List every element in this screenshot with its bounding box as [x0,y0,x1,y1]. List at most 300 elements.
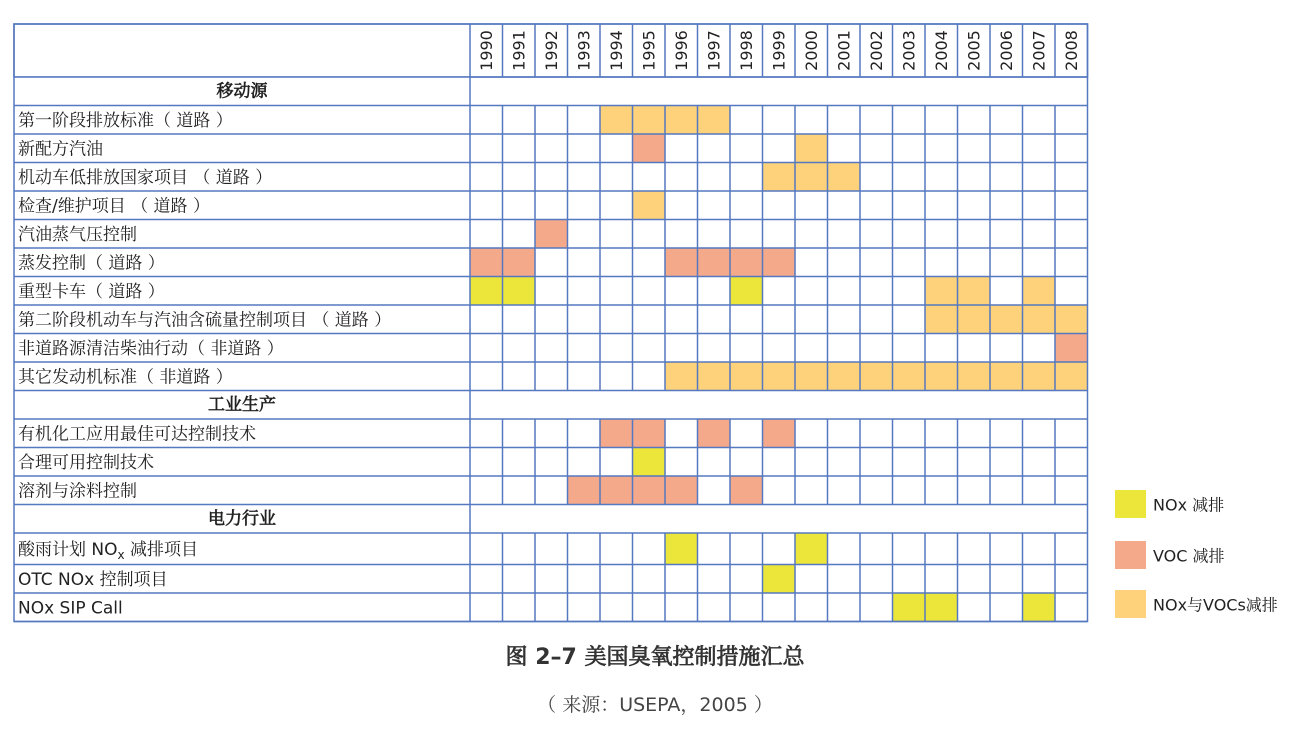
chart-cell-both [665,106,698,135]
chart-cell-empty [828,248,861,277]
chart-cell-empty [893,163,926,192]
year-label: 1997 [704,30,724,71]
chart-cell-empty [535,593,568,622]
chart-cell-both [1055,305,1088,334]
chart-cell-empty [600,191,633,220]
chart-cell-empty [503,565,536,594]
chart-cell-empty [925,163,958,192]
chart-cell-empty [828,565,861,594]
chart-cell-empty [730,448,763,477]
chart-cell-empty [990,106,1023,135]
chart-cell-both [860,362,893,391]
chart-cell-empty [730,419,763,448]
chart-cell-empty [990,248,1023,277]
chart-cell-empty [730,106,763,135]
chart-cell-empty [763,277,796,306]
chart-cell-empty [730,220,763,249]
measure-label: 第二阶段机动车与汽油含硫量控制项目 （ 道路 ） [18,310,392,331]
chart-cell-nox [665,533,698,565]
chart-cell-empty [600,334,633,363]
chart-cell-empty [730,565,763,594]
chart-cell-voc [633,419,666,448]
chart-cell-empty [1023,163,1056,192]
chart-cell-empty [1055,277,1088,306]
chart-cell-empty [860,277,893,306]
chart-cell-empty [600,248,633,277]
chart-cell-empty [698,305,731,334]
chart-cell-empty [860,419,893,448]
chart-cell-empty [1023,533,1056,565]
chart-cell-empty [958,533,991,565]
figure-caption: 图 2–7 美国臭氧控制措施汇总 [505,645,805,670]
chart-cell-empty [503,448,536,477]
chart-cell-both [633,191,666,220]
legend-swatch-nox [1115,490,1146,518]
chart-cell-voc [665,476,698,505]
chart-cell-empty [503,106,536,135]
chart-cell-empty [568,419,601,448]
chart-cell-empty [568,593,601,622]
chart-cell-empty [470,134,503,163]
chart-cell-nox [893,593,926,622]
chart-cell-empty [860,305,893,334]
year-label: 2001 [834,30,854,71]
chart-cell-empty [958,248,991,277]
chart-cell-voc [1055,334,1088,363]
year-label: 2002 [866,30,886,71]
chart-cell-empty [535,362,568,391]
chart-cell-empty [698,593,731,622]
chart-cell-voc [763,419,796,448]
chart-cell-empty [828,448,861,477]
chart-cell-empty [893,277,926,306]
chart-cell-empty [763,593,796,622]
chart-cell-empty [1023,220,1056,249]
chart-cell-empty [633,163,666,192]
chart-cell-empty [503,476,536,505]
chart-cell-both [763,163,796,192]
chart-cell-empty [503,334,536,363]
chart-cell-empty [470,476,503,505]
chart-cell-empty [633,220,666,249]
chart-cell-empty [730,163,763,192]
chart-cell-empty [633,533,666,565]
chart-cell-empty [893,334,926,363]
chart-cell-empty [633,277,666,306]
chart-cell-voc [730,476,763,505]
chart-cell-both [698,362,731,391]
chart-cell-empty [763,334,796,363]
chart-cell-empty [633,593,666,622]
chart-cell-empty [470,533,503,565]
chart-cell-empty [568,277,601,306]
chart-cell-both [1023,277,1056,306]
measure-label: 重型卡车（ 道路 ） [18,281,165,302]
chart-cell-empty [1055,419,1088,448]
chart-cell-empty [1055,220,1088,249]
chart-cell-empty [925,106,958,135]
chart-cell-empty [860,334,893,363]
chart-cell-empty [860,163,893,192]
chart-cell-empty [535,565,568,594]
chart-cell-empty [893,565,926,594]
legend-label-voc: VOC 减排 [1153,546,1225,566]
chart-cell-empty [925,565,958,594]
chart-cell-empty [860,248,893,277]
year-label: 2000 [801,30,821,71]
chart-cell-both [925,305,958,334]
chart-cell-both [795,163,828,192]
chart-cell-empty [925,191,958,220]
chart-cell-both [925,362,958,391]
chart-cell-empty [470,220,503,249]
chart-cell-empty [535,248,568,277]
chart-cell-empty [568,191,601,220]
chart-cell-empty [990,565,1023,594]
chart-cell-empty [470,565,503,594]
chart-cell-both [698,106,731,135]
chart-cell-empty [503,191,536,220]
chart-cell-empty [535,191,568,220]
chart-cell-empty [763,106,796,135]
chart-cell-empty [958,419,991,448]
chart-cell-both [958,305,991,334]
chart-cell-empty [828,593,861,622]
chart-cell-empty [698,476,731,505]
chart-cell-voc [470,248,503,277]
measure-label: NOx SIP Call [18,598,123,619]
chart-cell-voc [600,476,633,505]
chart-cell-empty [698,220,731,249]
chart-cell-empty [860,220,893,249]
measure-label: 第一阶段排放标准（ 道路 ） [18,110,233,131]
chart-cell-empty [795,565,828,594]
chart-cell-empty [503,419,536,448]
chart-cell-empty [730,533,763,565]
chart-cell-empty [1055,533,1088,565]
chart-cell-empty [860,106,893,135]
chart-cell-empty [925,334,958,363]
chart-cell-empty [795,106,828,135]
chart-cell-empty [828,277,861,306]
chart-cell-empty [730,305,763,334]
chart-cell-empty [763,476,796,505]
chart-cell-empty [665,334,698,363]
chart-cell-empty [1023,476,1056,505]
chart-cell-empty [763,533,796,565]
chart-cell-empty [1023,565,1056,594]
chart-cell-empty [893,191,926,220]
chart-cell-empty [568,448,601,477]
chart-cell-both [763,362,796,391]
chart-cell-empty [535,277,568,306]
year-label: 1992 [541,30,561,71]
chart-cell-empty [698,277,731,306]
chart-cell-empty [535,163,568,192]
chart-cell-both [990,362,1023,391]
year-label: 2007 [1029,30,1049,71]
chart-cell-both [633,106,666,135]
chart-cell-empty [828,220,861,249]
chart-cell-empty [958,565,991,594]
measure-label: 汽油蒸气压控制 [18,224,137,245]
chart-cell-empty [893,248,926,277]
chart-cell-empty [925,476,958,505]
chart-cell-empty [1023,191,1056,220]
chart-cell-both [990,305,1023,334]
chart-cell-empty [470,334,503,363]
chart-cell-empty [795,334,828,363]
chart-cell-empty [535,476,568,505]
chart-cell-empty [633,248,666,277]
chart-cell-empty [665,220,698,249]
chart-cell-empty [1023,448,1056,477]
chart-cell-empty [470,191,503,220]
chart-cell-voc [600,419,633,448]
chart-cell-empty [568,220,601,249]
chart-cell-empty [470,448,503,477]
chart-cell-empty [730,191,763,220]
chart-cell-empty [568,248,601,277]
chart-cell-empty [698,163,731,192]
chart-cell-empty [860,448,893,477]
chart-cell-empty [535,419,568,448]
chart-cell-empty [503,305,536,334]
chart-cell-empty [925,134,958,163]
chart-cell-voc [698,419,731,448]
legend-swatch-both [1115,590,1146,618]
chart-cell-empty [698,565,731,594]
chart-cell-nox [633,448,666,477]
year-label: 2008 [1061,30,1081,71]
chart-cell-empty [828,305,861,334]
chart-cell-empty [1023,419,1056,448]
chart-cell-voc [633,476,666,505]
chart-cell-empty [698,334,731,363]
chart-cell-empty [698,134,731,163]
chart-cell-empty [665,163,698,192]
chart-cell-empty [795,593,828,622]
chart-cell-both [958,277,991,306]
chart-cell-empty [665,565,698,594]
chart-cell-both [795,362,828,391]
chart-cell-empty [1023,134,1056,163]
chart-cell-empty [893,419,926,448]
chart-cell-empty [665,277,698,306]
chart-cell-empty [470,362,503,391]
chart-cell-empty [828,334,861,363]
chart-cell-empty [600,163,633,192]
chart-cell-empty [600,277,633,306]
chart-cell-empty [828,533,861,565]
chart-cell-empty [860,593,893,622]
chart-cell-empty [795,476,828,505]
chart-cell-empty [1023,334,1056,363]
chart-cell-empty [990,533,1023,565]
chart-cell-empty [893,134,926,163]
chart-cell-empty [470,593,503,622]
chart-cell-empty [958,134,991,163]
chart-cell-empty [893,533,926,565]
year-label: 1994 [606,30,626,71]
figure-source: （ 来源：USEPA，2005 ） [537,694,773,716]
chart-cell-empty [763,305,796,334]
chart-cell-both [828,362,861,391]
chart-cell-empty [893,305,926,334]
chart-cell-empty [925,448,958,477]
chart-cell-empty [958,191,991,220]
chart-cell-empty [600,305,633,334]
legend-swatch-voc [1115,541,1146,569]
chart-cell-empty [698,533,731,565]
chart-cell-empty [795,248,828,277]
chart-cell-both [665,362,698,391]
chart-cell-empty [503,533,536,565]
chart-cell-empty [1055,476,1088,505]
chart-cell-empty [568,134,601,163]
year-label: 1993 [574,30,594,71]
chart-cell-both [1055,362,1088,391]
year-label: 2003 [899,30,919,71]
chart-cell-empty [730,593,763,622]
chart-cell-empty [665,134,698,163]
year-label: 1996 [671,30,691,71]
chart-cell-empty [633,305,666,334]
chart-cell-empty [535,448,568,477]
chart-cell-empty [795,419,828,448]
chart-cell-both [1023,362,1056,391]
chart-cell-empty [600,362,633,391]
year-label: 1999 [769,30,789,71]
chart-cell-empty [925,220,958,249]
measure-label: 新配方汽油 [18,139,103,160]
chart-cell-empty [795,305,828,334]
chart-cell-empty [1055,593,1088,622]
chart-cell-empty [893,448,926,477]
chart-cell-empty [730,134,763,163]
chart-cell-nox [1023,593,1056,622]
chart-cell-empty [503,362,536,391]
chart-cell-voc [665,248,698,277]
measure-label: 其它发动机标准（ 非道路 ） [18,367,233,388]
chart-cell-empty [600,565,633,594]
measure-label: 非道路源清洁柴油行动（ 非道路 ） [18,338,284,359]
chart-cell-empty [828,134,861,163]
chart-cell-empty [633,362,666,391]
chart-cell-both [730,362,763,391]
chart-cell-voc [730,248,763,277]
chart-cell-both [828,163,861,192]
chart-cell-empty [1055,248,1088,277]
chart-cell-voc [633,134,666,163]
chart-cell-empty [535,106,568,135]
chart-cell-empty [990,134,1023,163]
chart-cell-empty [568,533,601,565]
chart-cell-empty [958,476,991,505]
chart-cell-empty [665,593,698,622]
chart-cell-both [600,106,633,135]
chart-cell-empty [828,419,861,448]
chart-cell-empty [990,476,1023,505]
chart-cell-both [925,277,958,306]
chart-cell-empty [535,134,568,163]
chart-cell-empty [1055,448,1088,477]
chart-cell-empty [568,362,601,391]
chart-cell-both [893,362,926,391]
chart-cell-nox [503,277,536,306]
measure-label: 酸雨计划 $NO_x$ 减排项目 [18,539,199,562]
chart-cell-empty [828,191,861,220]
chart-cell-empty [600,220,633,249]
chart-cell-empty [990,220,1023,249]
year-label: 1990 [476,30,496,71]
chart-cell-empty [763,134,796,163]
chart-cell-empty [1023,106,1056,135]
chart-cell-empty [893,106,926,135]
chart-cell-empty [795,220,828,249]
chart-cell-empty [568,106,601,135]
measure-label: 溶剂与涂料控制 [18,481,137,502]
chart-cell-voc [763,248,796,277]
chart-cell-empty [925,419,958,448]
chart-cell-empty [795,448,828,477]
year-label: 2005 [964,30,984,71]
chart-cell-nox [470,277,503,306]
chart-cell-empty [860,476,893,505]
chart-cell-empty [665,448,698,477]
chart-cell-empty [1055,191,1088,220]
chart-cell-empty [665,419,698,448]
measure-label: 机动车低排放国家项目 （ 道路 ） [18,167,273,188]
chart-cell-empty [860,533,893,565]
chart-cell-empty [958,106,991,135]
chart-cell-empty [1055,134,1088,163]
chart-cell-nox [730,277,763,306]
measure-label: OTC NOx 控制项目 [18,569,168,590]
chart-cell-voc [535,220,568,249]
chart-cell-empty [470,419,503,448]
chart-cell-empty [503,134,536,163]
chart-cell-nox [925,593,958,622]
legend-label-both: NOx与VOCs减排 [1153,595,1278,615]
chart-cell-empty [568,565,601,594]
chart-cell-empty [665,305,698,334]
chart-cell-empty [1055,565,1088,594]
legend-label-nox: NOx 减排 [1153,495,1225,515]
chart-cell-empty [925,533,958,565]
year-label: 1991 [509,30,529,71]
chart-cell-empty [535,305,568,334]
chart-cell-empty [795,277,828,306]
chart-cell-empty [503,593,536,622]
year-label: 2004 [931,30,951,71]
chart-cell-empty [698,191,731,220]
year-label: 2006 [996,30,1016,71]
chart-cell-both [1023,305,1056,334]
chart-cell-empty [990,593,1023,622]
chart-cell-empty [600,134,633,163]
chart-cell-empty [763,220,796,249]
chart-cell-empty [1055,163,1088,192]
chart-cell-empty [828,106,861,135]
chart-cell-empty [600,533,633,565]
chart-cell-empty [633,565,666,594]
chart-cell-empty [990,419,1023,448]
chart-cell-empty [730,334,763,363]
chart-cell-empty [893,220,926,249]
chart-cell-empty [470,163,503,192]
chart-cell-empty [665,191,698,220]
